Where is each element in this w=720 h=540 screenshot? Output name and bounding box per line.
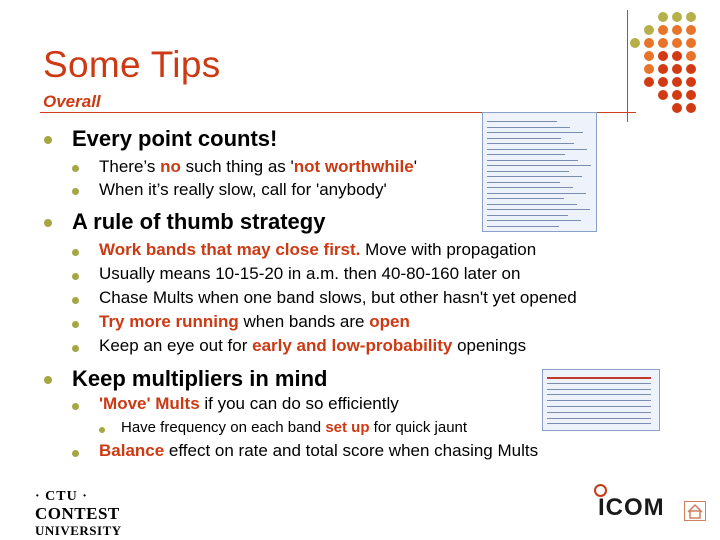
thumbnail-line (487, 204, 577, 205)
thumbnail-line (487, 121, 557, 122)
text-segment: effect on rate and total score when chasing Mults (164, 441, 539, 460)
decorative-dot (672, 51, 682, 61)
bullet-balance (99, 441, 538, 461)
bullet-icon (99, 427, 105, 433)
bullet-move-mults (99, 394, 399, 414)
home-icon[interactable] (684, 501, 706, 521)
text-segment: Have frequency on each band (121, 419, 326, 436)
thumbnail-line (547, 418, 651, 419)
highlighted-text: open (369, 312, 410, 331)
thumbnail-line (487, 127, 570, 128)
thumbnail-line (547, 389, 651, 390)
bullet-icon (72, 450, 79, 457)
decorative-dot (658, 64, 668, 74)
text-segment: openings (452, 336, 527, 355)
decorative-dot (686, 38, 696, 48)
decorative-dot (644, 77, 654, 87)
decorative-dot (658, 38, 668, 48)
home-icon-graphic (685, 502, 705, 520)
bullet-icon (72, 321, 79, 328)
text-segment: for quick jaunt (369, 419, 468, 436)
bullet-icon (44, 219, 52, 227)
text-segment: There’s (99, 157, 161, 176)
decorative-dot (658, 90, 668, 100)
text-segment: ' (413, 157, 417, 176)
thumbnail-line (487, 198, 564, 199)
decorative-vertical-line (627, 10, 628, 122)
bullet-keep-eye-out (99, 336, 526, 356)
decorative-dot (644, 64, 654, 74)
bullet-icon (72, 188, 79, 195)
decorative-dot (644, 25, 654, 35)
text-segment: Usually means 10-15-20 in a.m. then 40-80-160 later on (99, 264, 521, 283)
slide-subtitle: Overall (43, 92, 101, 111)
decorative-dot (672, 64, 682, 74)
text-segment: Chase Mults when one band slows, but other hasn't yet opened (99, 288, 577, 307)
bullet-try-more-running (99, 312, 410, 332)
thumbnail-line (487, 215, 568, 216)
bullet-no-such-thing (99, 157, 417, 177)
decorative-dot (658, 51, 668, 61)
thumbnail-line (487, 154, 565, 155)
thumbnail-line (547, 406, 651, 407)
bullet-keep-multipliers: Keep multipliers in mind (72, 366, 328, 391)
thumbnail-line (547, 423, 651, 424)
thumbnail-line (487, 187, 573, 188)
thumbnail-line (547, 377, 651, 379)
bullet-rule-of-thumb: A rule of thumb strategy (72, 209, 326, 234)
thumbnail-line (487, 176, 582, 177)
thumbnail-line (547, 412, 651, 413)
bullet-icon (72, 249, 79, 256)
bullet-call-for-anybody (99, 180, 387, 200)
bullet-chase-mults (99, 288, 577, 308)
decorative-dot (686, 90, 696, 100)
decorative-dot (644, 38, 654, 48)
thumbnail-line (487, 220, 581, 221)
thumbnail-line (487, 132, 583, 133)
decorative-dot (630, 38, 640, 48)
decorative-dot (658, 77, 668, 87)
bullet-icon (44, 136, 52, 144)
thumbnail-line (547, 394, 651, 395)
thumbnail-line (487, 165, 591, 166)
thumbnail-line (487, 149, 587, 150)
decorative-dot (686, 51, 696, 61)
bullet-icon (72, 165, 79, 172)
decorative-dot (686, 25, 696, 35)
text-segment: Keep an eye out for (99, 336, 253, 355)
logo-ctu-text: · CTU · (35, 489, 88, 504)
decorative-dot (672, 103, 682, 113)
decorative-dot (686, 64, 696, 74)
text-segment: Move with propagation (360, 240, 537, 259)
highlighted-text: early and low-probability (252, 336, 453, 355)
text-segment: if you can do so efficiently (199, 394, 399, 413)
icom-logo: ICOM (598, 494, 665, 521)
thumbnail-line (487, 160, 578, 161)
decorative-dot (644, 51, 654, 61)
thumbnail-line (487, 209, 590, 210)
text-segment: When it’s really slow, call for 'anybody' (99, 180, 387, 199)
highlighted-text: not worthwhile (293, 157, 414, 176)
thumbnail-line (487, 182, 560, 183)
slide-title: Some Tips (43, 44, 221, 85)
highlighted-text: 'Move' Mults (99, 394, 200, 413)
thumbnail-line (547, 400, 651, 401)
bullet-icon (72, 345, 79, 352)
decorative-dot (672, 38, 682, 48)
text-segment: such thing as ' (180, 157, 294, 176)
highlighted-text: no (160, 157, 181, 176)
bullet-have-frequency (121, 419, 467, 436)
highlighted-text: Balance (99, 441, 165, 460)
decorative-dot (672, 12, 682, 22)
logo-contest-text: CONTEST (35, 504, 120, 523)
logo-university-text: UNIVERSITY (35, 523, 122, 538)
decorative-dot (672, 77, 682, 87)
thumbnail-line (487, 226, 559, 227)
bullet-work-bands (99, 240, 536, 260)
bullet-icon (44, 376, 52, 384)
decorative-dot (658, 25, 668, 35)
decorative-dot (658, 12, 668, 22)
bullet-icon (72, 403, 79, 410)
highlighted-text: set up (325, 419, 370, 436)
decorative-dot (686, 77, 696, 87)
log-window-thumbnail (482, 112, 597, 232)
contest-university-logo (35, 488, 122, 539)
text-segment: when bands are (238, 312, 370, 331)
highlighted-text: Work bands that may close first. (99, 240, 361, 259)
thumbnail-line (487, 171, 569, 172)
bullet-icon (72, 297, 79, 304)
decorative-dot (686, 103, 696, 113)
bullet-icon (72, 273, 79, 280)
decorative-dot (686, 12, 696, 22)
highlighted-text: Try more running (99, 312, 239, 331)
decorative-dot (672, 25, 682, 35)
decorative-dot (672, 90, 682, 100)
thumbnail-line (487, 138, 561, 139)
bullet-every-point-counts: Every point counts! (72, 126, 278, 151)
multiplier-window-thumbnail (542, 369, 660, 431)
thumbnail-line (547, 383, 651, 384)
thumbnail-line (487, 143, 574, 144)
bullet-usually-means (99, 264, 520, 284)
thumbnail-line (487, 193, 586, 194)
